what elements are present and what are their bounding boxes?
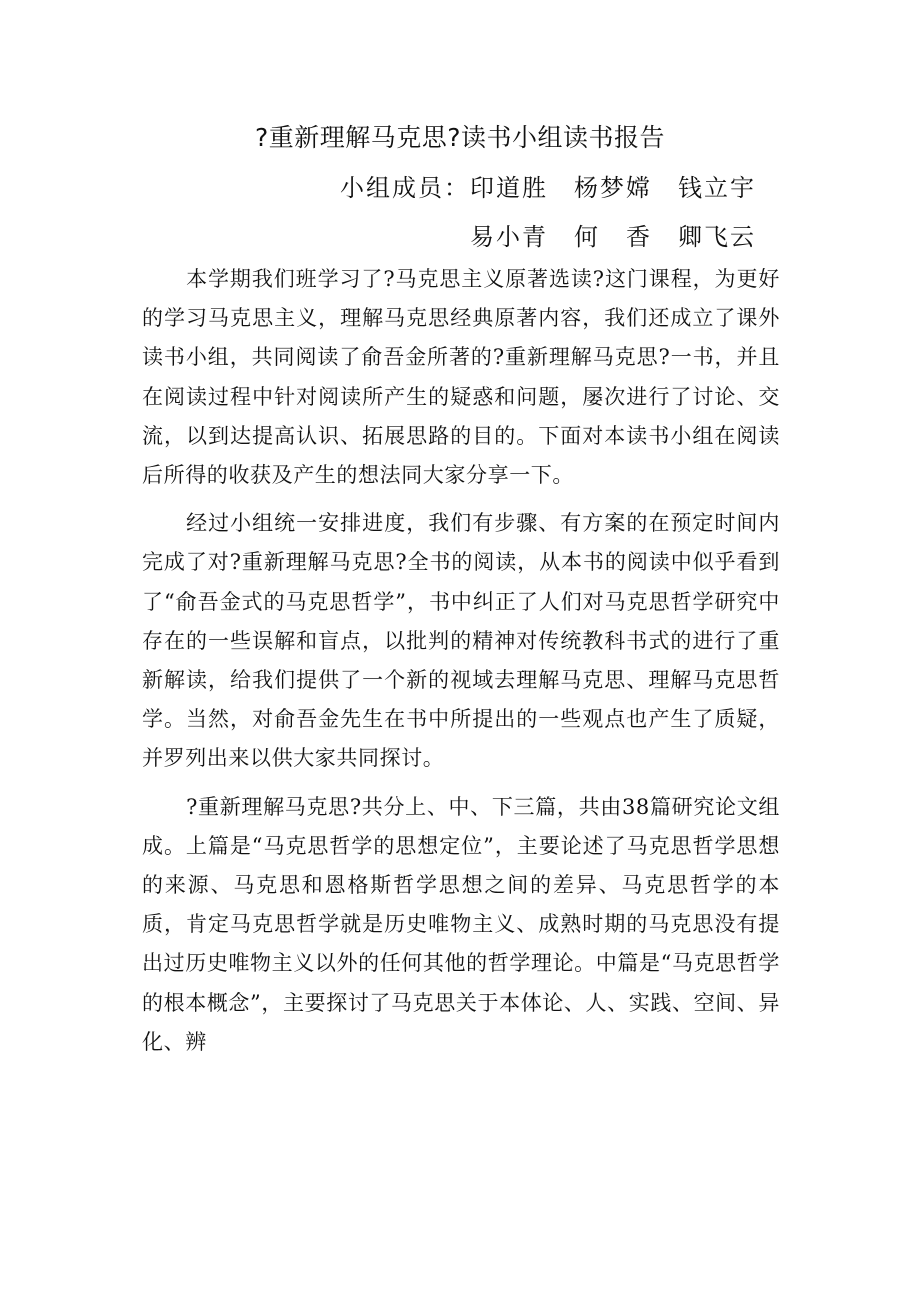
- report-title: ?重新理解马克思?读书小组读书报告: [254, 123, 666, 152]
- paragraph-1: 本学期我们班学习了?马克思主义原著选读?这门课程，为更好的学习马克思主义，理解马克思经典原著内容，我们还成立了课外读书小组，共同阅读了俞吾金所著的?重新理解马克思?一书，并且在阅读过程中针对阅读所产生的疑惑和问题，屡次进行了讨论、交流，以到达提高认识、拓展思路的目的。下面对本读书小组在阅读后所得的收获及产生的想法同大家分享一下。: [142, 267, 780, 488]
- paragraph-3: ?重新理解马克思?共分上、中、下三篇，共由38篇研究论文组成。上篇是“马克思哲学的思想定位”，主要论述了马克思哲学思想的来源、马克思和恩格斯哲学思想之间的差异、马克思哲学的本质，肯定马克思哲学就是历史唯物主义、成熟时期的马克思没有提出过历史唯物主义以外的任何其他的哲学理论。中篇是“马克思哲学的根本概念”，主要探讨了马克思关于本体论、人、实践、空间、异化、辨: [142, 794, 780, 1054]
- group-members-line-1: 小组成员：印道胜 杨梦嫦 钱立宇: [340, 174, 756, 202]
- report-body: [142, 260, 780, 1071]
- group-members-line-2: 易小青 何 香 卿飞云: [470, 223, 756, 251]
- paragraph-2: 经过小组统一安排进度，我们有步骤、有方案的在预定时间内完成了对?重新理解马克思?全书的阅读，从本书的阅读中似乎看到了“俞吾金式的马克思哲学”，书中纠正了人们对马克思哲学研究中存在的一些误解和盲点，以批判的精神对传统教科书式的进行了重新解读，给我们提供了一个新的视域去理解马克思、理解马克思哲学。当然，对俞吾金先生在书中所提出的一些观点也产生了质疑，并罗列出来以供大家共同探讨。: [142, 511, 780, 771]
